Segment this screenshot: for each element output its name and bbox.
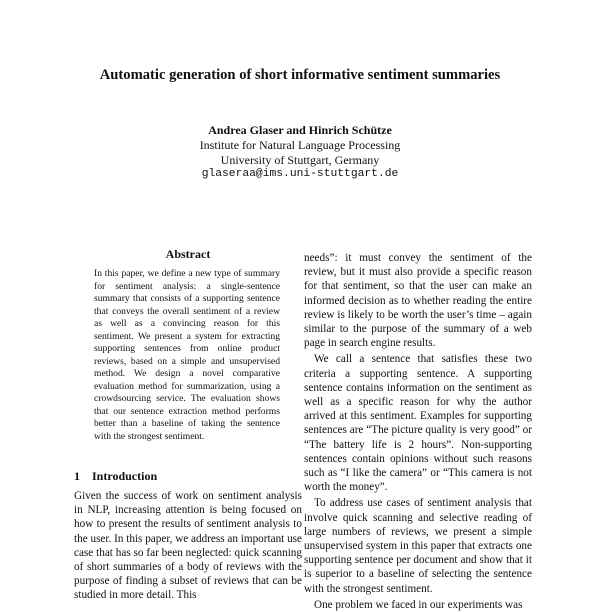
- introduction-text: [74, 489, 302, 603]
- right-column: [304, 251, 532, 612]
- intro-paragraph: Given the success of work on sentiment analysis in NLP, increasing attention is being focused on how to present the results of sentiment analysis to the user. In this paper, we address an important use case that has so far been neglected: quick scanning of short summaries of a body of reviews with the purpose of finding a subset of reviews that can be studied in more detail. This: [74, 490, 302, 602]
- author-names: Andrea Glaser and Hinrich Schütze: [208, 123, 392, 137]
- right-paragraph-4: One problem we faced in our experiments was: [314, 598, 523, 611]
- affiliation: Institute for Natural Language Processing: [199, 137, 401, 152]
- abstract-paragraph: In this paper, we define a new type of summary for sentiment analysis: a single-sentence summary that consists of a supporting sentence that conveys the overall sentiment of a review as well as a convincing reason for this sentiment. We present a system for extracting supporting sentences from online product reviews, based on a simple and unsupervised method. We design a novel comparative evaluation method for summarization, using a crowdsourcing service. The evaluation shows that our sentence extraction method performs better than a baseline of taking the sentence with the strongest sentiment.: [94, 268, 280, 442]
- section-title: Introduction: [92, 469, 158, 483]
- right-paragraph-3: To address use cases of sentiment analysis that involve quick scanning and selective reading of large numbers of reviews, we present a simple unsupervised system in this paper that extracts one supporting sentence per document and show that it is superior to a baseline of selecting the sentence with the strongest sentiment.: [304, 497, 532, 595]
- right-paragraph-2: We call a sentence that satisfies these two criteria a supporting sentence. A supporting sentence contains information on the sentiment as well as a specific reason for why the author arrived at this sentiment. Examples for supporting sentences are “The picture quality is very good” or “The battery life is 2 hours”. Non-supporting sentences contain opinions without such reasons such as “I like the camera” or “This camera is not worth the money”.: [304, 353, 532, 494]
- section-number: 1: [74, 469, 80, 483]
- author-block: [0, 123, 600, 182]
- paper-title: Automatic generation of short informative sentiment summaries: [99, 67, 501, 83]
- abstract-text: [94, 268, 280, 443]
- university: University of Stuttgart, Germany: [220, 152, 380, 167]
- author-email: glaseraa@ims.uni-stuttgart.de: [201, 168, 399, 181]
- section-heading: [74, 469, 157, 484]
- abstract-heading: Abstract: [165, 247, 211, 261]
- right-paragraph-1: needs”: it must convey the sentiment of the review, but it must also provide a specific reason for that sentiment, so that the user can make an informed decision as to whether reading the entire review is likely to be worth the user’s time – again similar to the purpose of the summary of a web page in search engine results.: [304, 252, 532, 350]
